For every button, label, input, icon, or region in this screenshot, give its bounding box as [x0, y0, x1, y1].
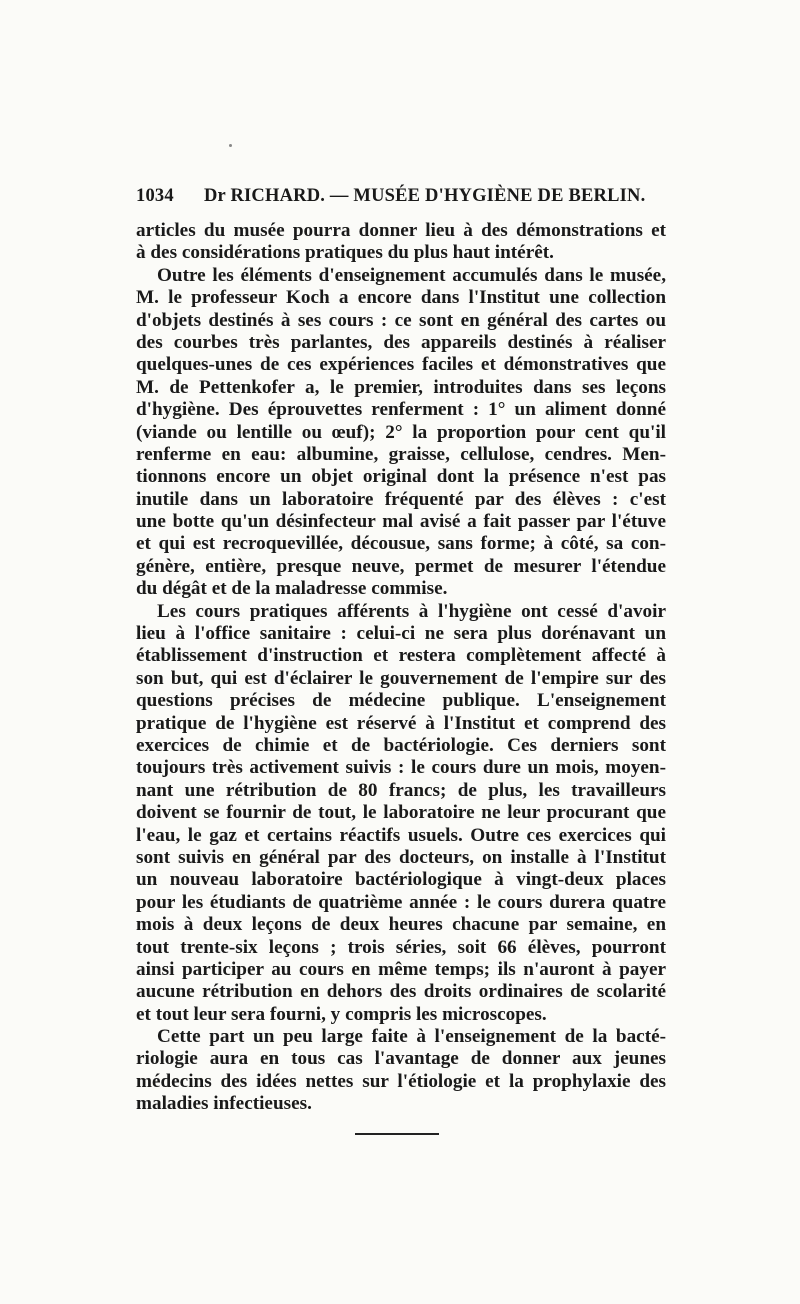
- text-line: M. le professeur Koch a encore dans l'Institut une collection: [136, 287, 666, 309]
- text-line: son but, qui est d'éclairer le gouvernement de l'empire sur des: [136, 667, 666, 689]
- text-line: d'hygiène. Des éprouvettes renferment : 1° un aliment donné: [136, 399, 666, 421]
- text-line: riologie aura en tous cas l'avantage de donner aux jeunes: [136, 1048, 666, 1070]
- text-line: articles du musée pourra donner lieu à des démonstrations et: [136, 220, 666, 241]
- text-line: d'objets destinés à ses cours : ce sont en général des cartes ou: [136, 309, 666, 331]
- text-line: ainsi participer au cours en même temps; ils n'auront à payer: [136, 958, 666, 980]
- text-line: une botte qu'un désinfecteur mal avisé a fait passer par l'étuve: [136, 511, 666, 533]
- text-line: doivent se fournir de tout, le laboratoire ne leur procurant que: [136, 802, 666, 824]
- text-line: pratique de l'hygiène est réservé à l'Institut et comprend des: [136, 712, 666, 734]
- text-line: et tout leur sera fourni, y compris les microscopes.: [136, 1003, 547, 1025]
- text-line: des courbes très parlantes, des appareils destinés à réaliser: [136, 331, 666, 353]
- body-text: [136, 220, 666, 1116]
- text-line: inutile dans un laboratoire fréquenté par des élèves : c'est: [136, 488, 666, 510]
- text-line: pour les étudiants de quatrième année : le cours durera quatre: [136, 891, 666, 913]
- text-line: maladies infectieuses.: [136, 1093, 312, 1115]
- running-head: [136, 186, 666, 212]
- text-line: à des considérations pratiques du plus haut intérêt.: [136, 242, 554, 264]
- text-line: Outre les éléments d'enseignement accumulés dans le musée,: [157, 264, 666, 286]
- text-line: lieu à l'office sanitaire : celui-ci ne sera plus dorénavant un: [136, 623, 666, 645]
- text-line: un nouveau laboratoire bactériologique à vingt-deux places: [136, 869, 666, 891]
- page-speck: [229, 144, 232, 147]
- text-line: génère, entière, presque neuve, permet de mesurer l'étendue: [136, 555, 666, 577]
- text-line: M. de Pettenkofer a, le premier, introduites dans ses leçons: [136, 376, 666, 398]
- text-line: renferme en eau: albumine, graisse, cellulose, cendres. Men-: [136, 443, 666, 465]
- text-line: mois à deux leçons de deux heures chacune par semaine, en: [136, 914, 666, 936]
- text-line: quelques-unes de ces expériences faciles et démonstratives que: [136, 354, 666, 376]
- page-number: 1034: [136, 186, 174, 206]
- text-line: et qui est recroquevillée, décousue, sans forme; à côté, sa con-: [136, 533, 666, 555]
- text-line: l'eau, le gaz et certains réactifs usuels. Outre ces exercices qui: [136, 824, 666, 846]
- text-line: du dégât et de la maladresse commise.: [136, 578, 448, 600]
- text-line: médecins des idées nettes sur l'étiologie et la prophylaxie des: [136, 1070, 666, 1092]
- text-line: tout trente-six leçons ; trois séries, soit 66 élèves, pourront: [136, 936, 666, 958]
- text-line: exercices de chimie et de bactériologie. Ces derniers sont: [136, 734, 666, 756]
- text-line: questions précises de médecine publique. L'enseignement: [136, 690, 666, 712]
- text-line: tionnons encore un objet original dont la présence n'est pas: [136, 466, 666, 488]
- text-line: Les cours pratiques afférents à l'hygiène ont cessé d'avoir: [157, 600, 666, 622]
- section-end-rule: [355, 1133, 439, 1135]
- text-line: nant une rétribution de 80 francs; de plus, les travailleurs: [136, 779, 666, 801]
- text-line: Cette part un peu large faite à l'enseignement de la bacté-: [157, 1026, 666, 1048]
- text-line: toujours très activement suivis : le cours dure un mois, moyen-: [136, 757, 666, 779]
- text-line: (viande ou lentille ou œuf); 2° la proportion pour cent qu'il: [136, 421, 666, 443]
- text-line: sont suivis en général par des docteurs, on installe à l'Institut: [136, 846, 666, 868]
- text-line: établissement d'instruction et restera complètement affecté à: [136, 645, 666, 667]
- running-title: Dr RICHARD. — MUSÉE D'HYGIÈNE DE BERLIN.: [204, 186, 646, 206]
- text-line: aucune rétribution en dehors des droits ordinaires de scolarité: [136, 981, 666, 1003]
